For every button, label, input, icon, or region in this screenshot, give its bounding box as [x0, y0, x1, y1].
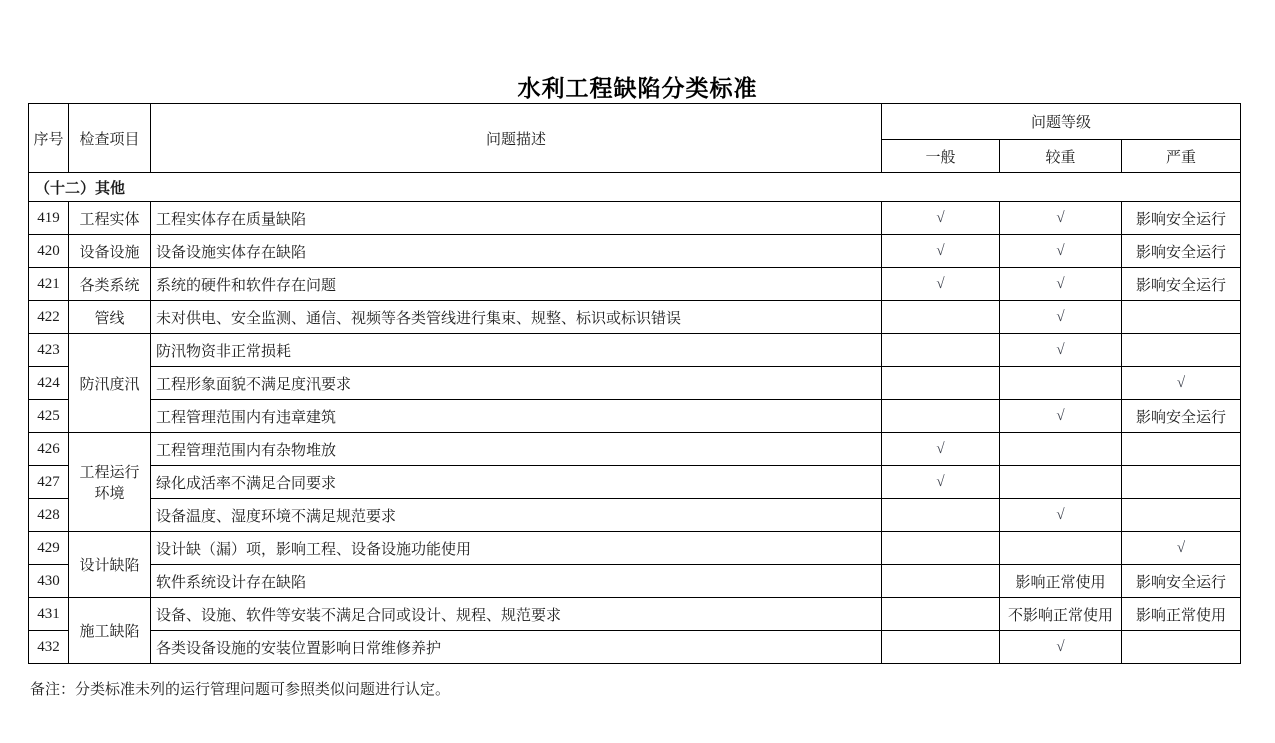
row-level-general — [882, 499, 1000, 532]
row-level-general — [882, 565, 1000, 598]
header-row-1 — [29, 104, 1241, 140]
footnote: 备注：分类标准未列的运行管理问题可参照类似问题进行认定。 — [30, 682, 451, 698]
row-level-general — [882, 631, 1000, 664]
column-header-level-severe: 严重 — [1122, 140, 1241, 173]
row-seq: 419 — [29, 202, 69, 235]
row-seq: 430 — [29, 565, 69, 598]
checkmark-icon: √ — [1000, 400, 1122, 433]
row-seq: 421 — [29, 268, 69, 301]
row-desc: 设备、设施、软件等安装不满足合同或设计、规程、规范要求 — [151, 598, 882, 631]
row-desc: 工程管理范围内有杂物堆放 — [151, 433, 882, 466]
row-seq: 429 — [29, 532, 69, 565]
row-desc: 设备温度、湿度环境不满足规范要求 — [151, 499, 882, 532]
row-level-serious: 影响正常使用 — [1000, 565, 1122, 598]
row-level-general — [882, 598, 1000, 631]
row-level-general — [882, 334, 1000, 367]
row-desc: 设计缺（漏）项，影响工程、设备设施功能使用 — [151, 532, 882, 565]
defect-classification-table — [28, 103, 1241, 664]
row-level-severe: 影响安全运行 — [1122, 400, 1241, 433]
row-desc: 工程管理范围内有违章建筑 — [151, 400, 882, 433]
row-seq: 422 — [29, 301, 69, 334]
section-row — [29, 173, 1241, 202]
row-item: 工程实体 — [69, 202, 151, 235]
row-desc: 绿化成活率不满足合同要求 — [151, 466, 882, 499]
checkmark-icon: √ — [882, 202, 1000, 235]
row-seq: 432 — [29, 631, 69, 664]
row-level-general — [882, 400, 1000, 433]
checkmark-icon: √ — [1000, 631, 1122, 664]
row-level-severe — [1122, 631, 1241, 664]
row-desc: 工程形象面貌不满足度汛要求 — [151, 367, 882, 400]
row-level-severe: 影响安全运行 — [1122, 268, 1241, 301]
column-header-desc: 问题描述 — [151, 104, 882, 173]
table-row — [29, 433, 1241, 466]
row-desc: 工程实体存在质量缺陷 — [151, 202, 882, 235]
row-item: 管线 — [69, 301, 151, 334]
row-level-severe: 影响安全运行 — [1122, 235, 1241, 268]
row-level-severe — [1122, 466, 1241, 499]
checkmark-icon: √ — [1122, 532, 1241, 565]
row-level-general — [882, 301, 1000, 334]
column-header-item: 检查项目 — [69, 104, 151, 173]
table-row — [29, 565, 1241, 598]
row-level-severe — [1122, 334, 1241, 367]
row-desc: 各类设备设施的安装位置影响日常维修养护 — [151, 631, 882, 664]
row-level-severe: 影响正常使用 — [1122, 598, 1241, 631]
page-title: 水利工程缺陷分类标准 — [517, 76, 758, 102]
table-row — [29, 202, 1241, 235]
row-item: 设计缺陷 — [69, 532, 151, 598]
row-level-severe — [1122, 433, 1241, 466]
row-level-serious — [1000, 532, 1122, 565]
checkmark-icon: √ — [882, 466, 1000, 499]
table-row — [29, 499, 1241, 532]
row-seq: 423 — [29, 334, 69, 367]
row-desc: 软件系统设计存在缺陷 — [151, 565, 882, 598]
section-header: （十二）其他 — [29, 173, 1241, 202]
checkmark-icon: √ — [1000, 301, 1122, 334]
checkmark-icon: √ — [1000, 499, 1122, 532]
row-seq: 426 — [29, 433, 69, 466]
checkmark-icon: √ — [1000, 202, 1122, 235]
checkmark-icon: √ — [1000, 334, 1122, 367]
table-row — [29, 301, 1241, 334]
table-row — [29, 367, 1241, 400]
table-row — [29, 466, 1241, 499]
column-header-level-group: 问题等级 — [882, 104, 1241, 140]
row-seq: 428 — [29, 499, 69, 532]
row-desc: 系统的硬件和软件存在问题 — [151, 268, 882, 301]
table-row — [29, 598, 1241, 631]
row-desc: 防汛物资非正常损耗 — [151, 334, 882, 367]
row-desc: 未对供电、安全监测、通信、视频等各类管线进行集束、规整、标识或标识错误 — [151, 301, 882, 334]
checkmark-icon: √ — [1000, 235, 1122, 268]
table-row — [29, 334, 1241, 367]
row-desc: 设备设施实体存在缺陷 — [151, 235, 882, 268]
row-level-serious: 不影响正常使用 — [1000, 598, 1122, 631]
checkmark-icon: √ — [882, 235, 1000, 268]
row-seq: 420 — [29, 235, 69, 268]
row-level-general — [882, 367, 1000, 400]
column-header-level-serious: 较重 — [1000, 140, 1122, 173]
table-row — [29, 631, 1241, 664]
table-row — [29, 532, 1241, 565]
checkmark-icon: √ — [882, 268, 1000, 301]
row-seq: 431 — [29, 598, 69, 631]
row-item: 工程运行环境 — [69, 433, 151, 532]
row-level-serious — [1000, 433, 1122, 466]
checkmark-icon: √ — [1000, 268, 1122, 301]
column-header-level-general: 一般 — [882, 140, 1000, 173]
row-level-severe — [1122, 301, 1241, 334]
row-level-serious — [1000, 466, 1122, 499]
row-item: 设备设施 — [69, 235, 151, 268]
table-row — [29, 400, 1241, 433]
row-level-serious — [1000, 367, 1122, 400]
column-header-seq: 序号 — [29, 104, 69, 173]
row-level-severe: 影响安全运行 — [1122, 565, 1241, 598]
table-row — [29, 235, 1241, 268]
row-item: 施工缺陷 — [69, 598, 151, 664]
row-item: 防汛度汛 — [69, 334, 151, 433]
row-seq: 427 — [29, 466, 69, 499]
row-seq: 425 — [29, 400, 69, 433]
checkmark-icon: √ — [882, 433, 1000, 466]
row-level-general — [882, 532, 1000, 565]
row-item: 各类系统 — [69, 268, 151, 301]
row-seq: 424 — [29, 367, 69, 400]
table-row — [29, 268, 1241, 301]
row-level-severe — [1122, 499, 1241, 532]
row-level-severe: 影响安全运行 — [1122, 202, 1241, 235]
checkmark-icon: √ — [1122, 367, 1241, 400]
